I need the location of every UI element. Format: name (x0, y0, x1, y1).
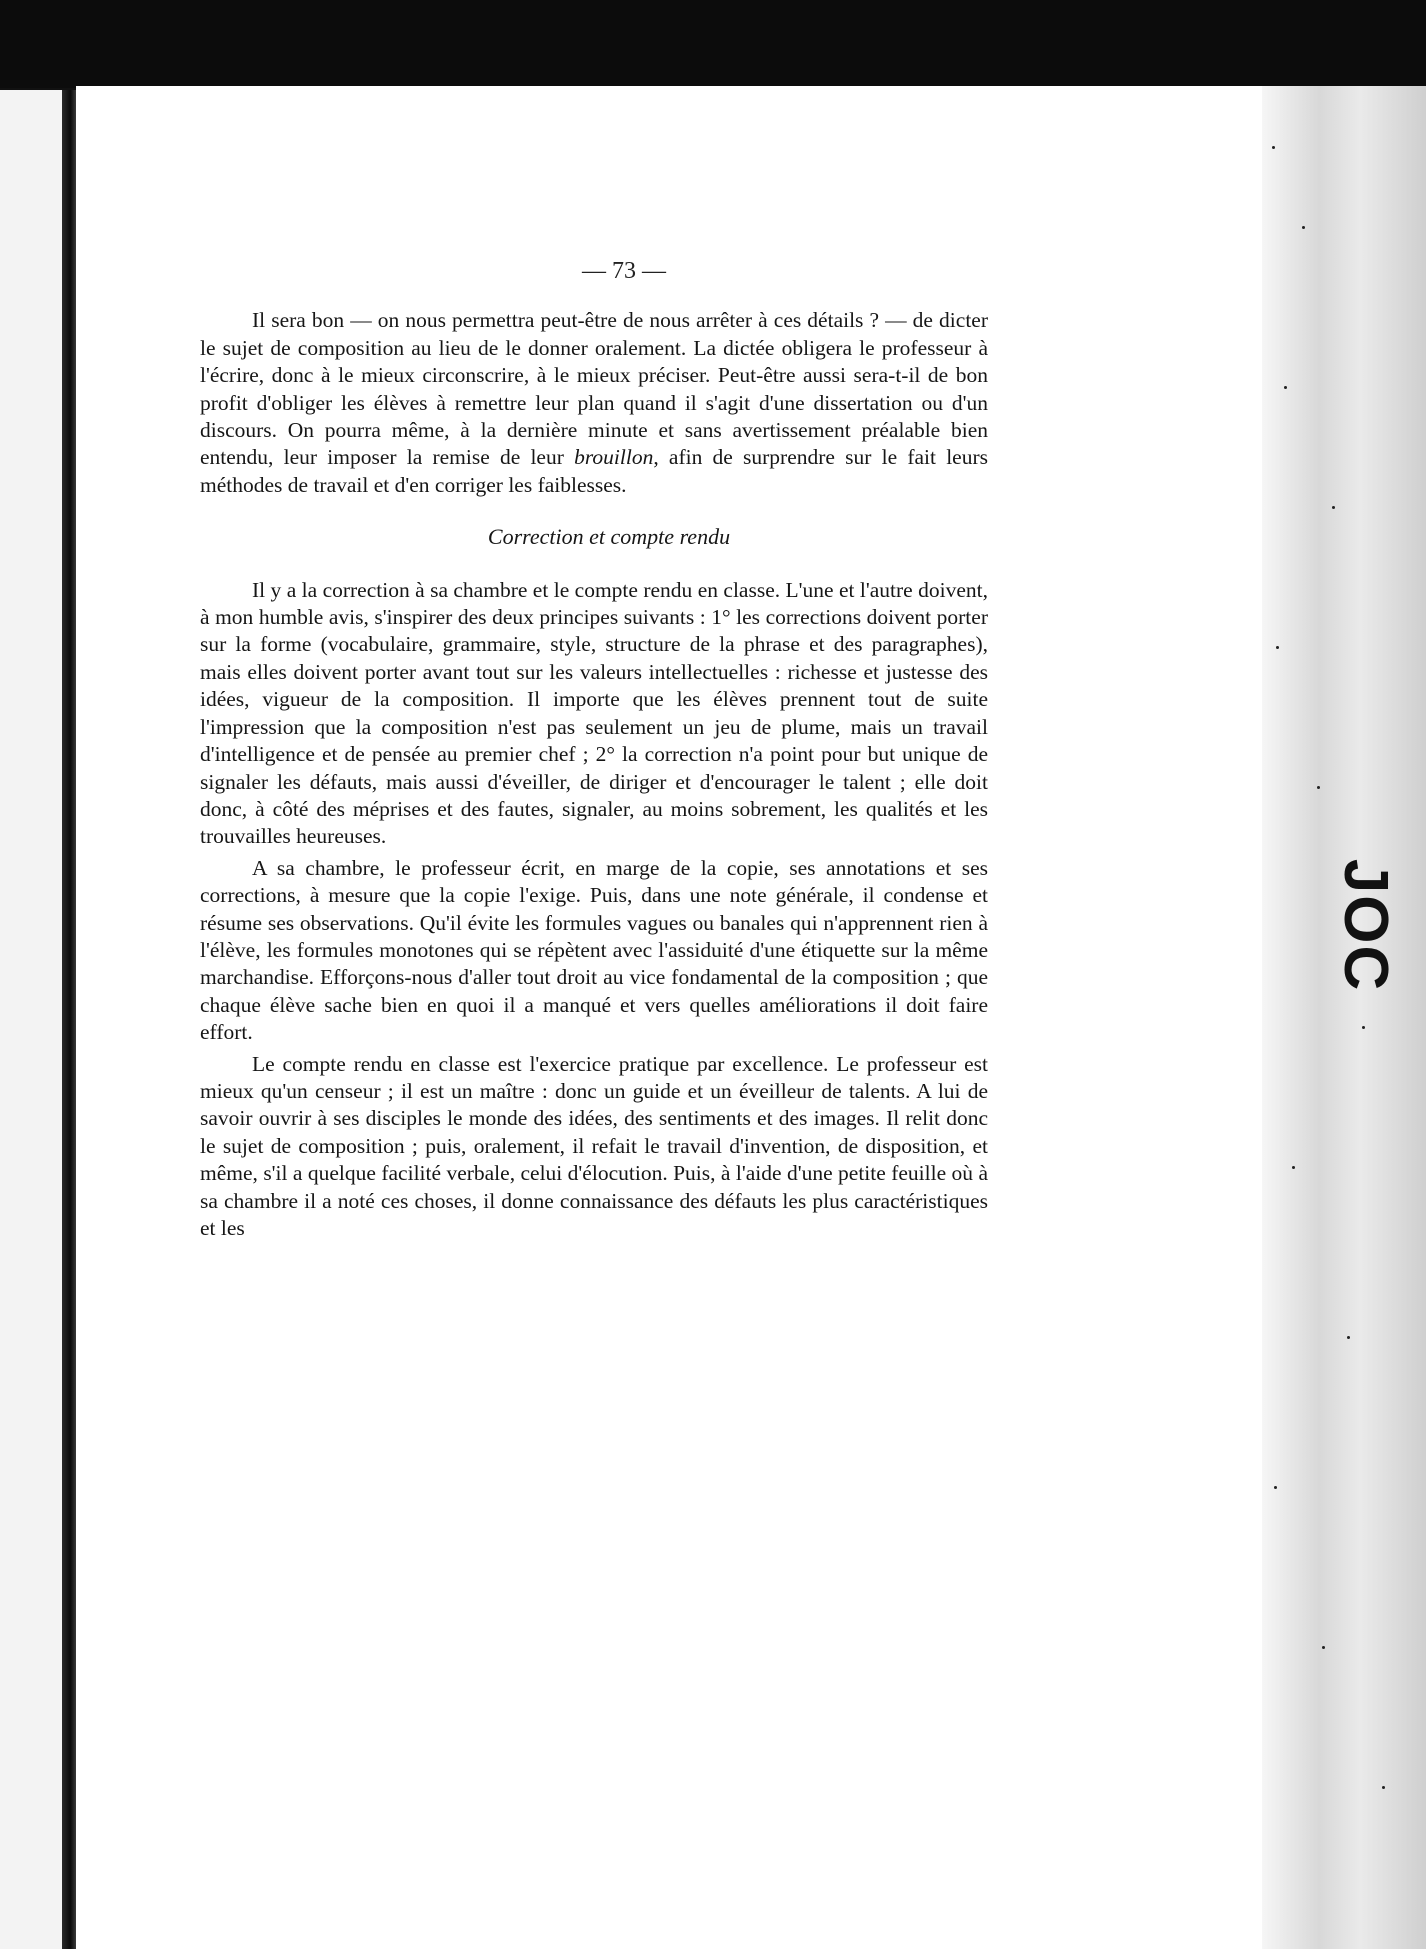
paragraph-1 (200, 307, 988, 499)
edge-stamp-text: JOC (1331, 858, 1401, 992)
paragraph-1-text-end: , afin de surprendre sur le fait leurs méthodes de travail et d'en corriger les faiblesses. (200, 445, 988, 497)
paragraph-1-italic: brouillon (574, 445, 654, 470)
section-heading: Correction et compte rendu (487, 524, 731, 550)
book-gutter (62, 90, 76, 1949)
paragraph-1-text: Il sera bon — on nous permettra peut-être de nous arrêter à ces détails ? — de dicter le sujet de composition au lieu de le donner oralement. La dictée obligera le professeur à l'écrire, donc à le mieux circonscrire, à le mieux préciser. Peut-être aussi sera-t-il de bon profit d'obliger les élèves à remettre leur plan quand il s'agit d'une dissertation ou d'un discours. On pourra même, à la dernière minute et sans avertissement préalable bien entendu, leur imposer la remise de leur (200, 308, 988, 470)
facing-page-edge (0, 90, 64, 1949)
scan-top-border (0, 0, 1426, 88)
page-body (200, 258, 988, 1242)
paragraph-2: Il y a la correction à sa chambre et le compte rendu en classe. L'une et l'autre doivent, à mon humble avis, s'inspirer des deux principes suivants : 1° les corrections doivent porter sur la forme (vocabulaire, grammaire, style, structure de la phrase et des paragraphes), mais elles doivent porter avant tout sur les valeurs intellectuelles : richesse et justesse des idées, vigueur de la composition. Il importe que les élèves prennent tout de suite l'impression que la composition n'est pas seulement un jeu de plume, mais un travail d'intelligence et de pensée au premier chef ; 2° la correction n'a point pour but unique de signaler les défauts, mais aussi d'éveiller, de diriger et d'encourager le talent ; elle doit donc, à côté des méprises et des fautes, signaler, au moins sobrement, les qualités et les trouvailles heureuses. (200, 577, 988, 849)
edge-stamp (1330, 800, 1402, 1050)
paragraph-4: Le compte rendu en classe est l'exercice pratique par excellence. Le professeur est mieux qu'un censeur ; il est un maître : donc un guide et un éveilleur de talents. A lui de savoir ouvrir à ses disciples le monde des idées, des sentiments et des images. Il relit donc le sujet de composition ; puis, oralement, il refait le travail d'invention, de disposition, et même, s'il a quelque facilité verbale, celui d'élocution. Puis, à l'aide d'une petite feuille où à sa chambre il a noté ces choses, il donne connaissance des défauts les plus caractéristiques et les (200, 1051, 988, 1240)
page-number: — 73 — (582, 258, 666, 284)
paragraph-3: A sa chambre, le professeur écrit, en marge de la copie, ses annotations et ses corrections, à mesure que la copie l'exige. Puis, dans une note générale, il condense et résume ses observations. Qu'il évite les formules vagues ou banales qui n'apprennent rien à l'élève, les formules monotones qui se répètent avec l'assiduité d'une étiquette sur la même marchandise. Efforçons-nous d'aller tout droit au vice fondamental de la composition ; que chaque élève sache bien en quoi il a manqué et vers quelles améliorations il doit faire effort. (200, 855, 988, 1045)
